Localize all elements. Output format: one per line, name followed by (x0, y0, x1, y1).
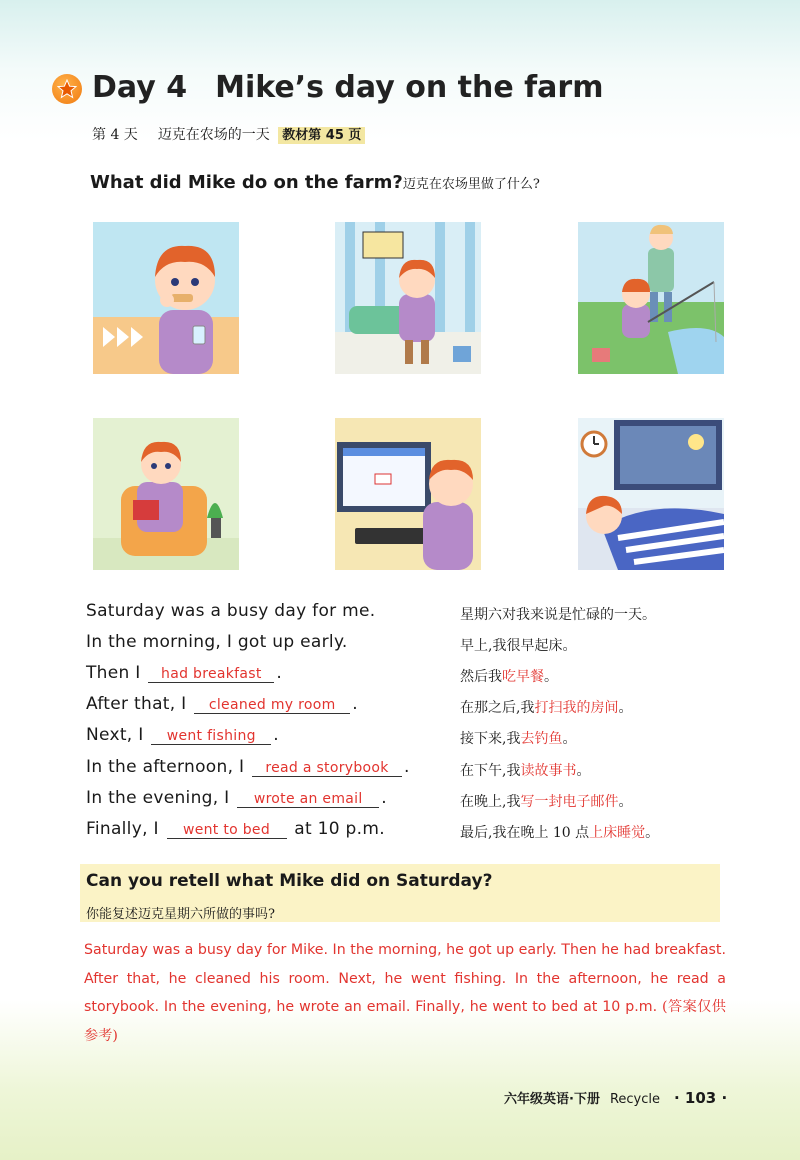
answer-note: (答案仅供参考) (84, 999, 726, 1044)
translation-answer: 上床睡觉 (589, 825, 646, 841)
translation-answer: 写一封电子邮件 (520, 794, 619, 810)
sentence-6 (86, 757, 410, 777)
answer-blank: had breakfast (148, 666, 274, 683)
answer-blank: went to bed (167, 822, 287, 839)
translation-6 (460, 760, 590, 780)
unit-label: Recycle (609, 1092, 660, 1107)
translation-text: 在下午,我 (460, 763, 521, 779)
sentence-text: Saturday was a busy day for me. (86, 601, 376, 621)
sentence-end: . (404, 757, 410, 777)
sentence-end: at 10 p.m. (294, 819, 385, 839)
translation-end: 。 (562, 731, 577, 747)
retell-answer-text: Saturday was a busy day for Mike. In the morning, he got up early. Then he had breakfast. After that, he cleaned his room. Next, he went fishing. In the afternoon, he read a storybook. In the evening, he wrote an email. Finally, he went to bed at 10 p.m. (84, 942, 726, 1015)
sentence-end: . (381, 788, 387, 808)
sentence-1 (86, 601, 375, 621)
day-label: Day 4 (92, 70, 188, 105)
translation-text: 然后我 (460, 669, 502, 685)
sentence-7 (86, 788, 387, 808)
sentence-text: Then I (86, 663, 141, 683)
sentence-end: . (276, 663, 283, 683)
subtitle-title: 迈克在农场的一天 (157, 127, 270, 143)
lesson-title: Mike’s day on the farm (215, 70, 604, 105)
translation-3 (460, 666, 558, 686)
translation-5 (460, 728, 576, 748)
answer-blank: wrote an email (237, 791, 379, 808)
retell-question-cn: 你能复述迈克星期六所做的事吗? (86, 907, 275, 922)
translation-answer: 打扫我的房间 (534, 700, 619, 716)
sentence-text: Next, I (86, 725, 144, 745)
question-cn: 迈克在农场里做了什么? (402, 177, 540, 192)
translation-text: 在那之后,我 (460, 700, 535, 716)
sentence-4 (86, 694, 358, 714)
sentence-text: In the evening, I (86, 788, 230, 808)
boy-sleeping-picture (578, 418, 724, 570)
page-number: · 103 · (674, 1089, 728, 1107)
translation-answer: 吃早餐 (502, 669, 544, 685)
sentence-8 (86, 819, 385, 839)
sentence-3 (86, 663, 282, 683)
translation-end: 。 (645, 825, 660, 841)
translation-text: 在晚上,我 (460, 794, 521, 810)
translation-text: 星期六对我来说是忙碌的一天。 (460, 607, 656, 623)
page-footer (504, 1088, 727, 1107)
boy-writing-email-picture (335, 418, 481, 570)
sentence-5 (86, 725, 279, 745)
translation-1 (460, 604, 656, 624)
translation-end: 。 (576, 763, 591, 779)
retell-question: Can you retell what Mike did on Saturday? (86, 871, 493, 891)
translation-end: 。 (544, 669, 558, 685)
page-title (92, 70, 603, 105)
translation-text: 接下来,我 (460, 731, 521, 747)
boy-eating-breakfast-picture (93, 222, 239, 374)
answer-blank: went fishing (151, 728, 271, 745)
sentence-text: After that, I (86, 694, 187, 714)
book-title: 六年级英语·下册 (504, 1092, 600, 1107)
sentence-2 (86, 632, 348, 652)
translation-text: 早上,我很早起床。 (460, 638, 577, 654)
subtitle (92, 124, 365, 144)
sentence-text: In the afternoon, I (86, 757, 245, 777)
textbook-page-ref: 教材第 45 页 (278, 127, 365, 144)
answer-blank: cleaned my room (194, 697, 350, 714)
boy-reading-storybook-picture (93, 418, 239, 570)
section-question (90, 172, 540, 193)
boy-fishing-picture (578, 222, 724, 374)
sentence-end: . (273, 725, 279, 745)
translation-2 (460, 635, 576, 655)
translation-4 (460, 697, 632, 717)
retell-answer (84, 936, 726, 1050)
subtitle-day: 第 4 天 (92, 127, 138, 143)
translation-answer: 读故事书 (520, 763, 577, 779)
boy-cleaning-room-picture (335, 222, 481, 374)
star-badge-icon (52, 74, 82, 104)
question-en: What did Mike do on the farm? (90, 172, 403, 193)
translation-7 (460, 791, 632, 811)
translation-end: 。 (618, 794, 633, 810)
sentence-end: . (352, 694, 358, 714)
translation-8 (460, 822, 659, 842)
sentence-text: Finally, I (86, 819, 159, 839)
translation-answer: 去钓鱼 (520, 731, 563, 747)
answer-blank: read a storybook (252, 760, 402, 777)
sentence-text: In the morning, I got up early. (86, 632, 348, 652)
translation-end: 。 (618, 700, 633, 716)
translation-text: 最后,我在晚上 10 点 (460, 825, 590, 841)
